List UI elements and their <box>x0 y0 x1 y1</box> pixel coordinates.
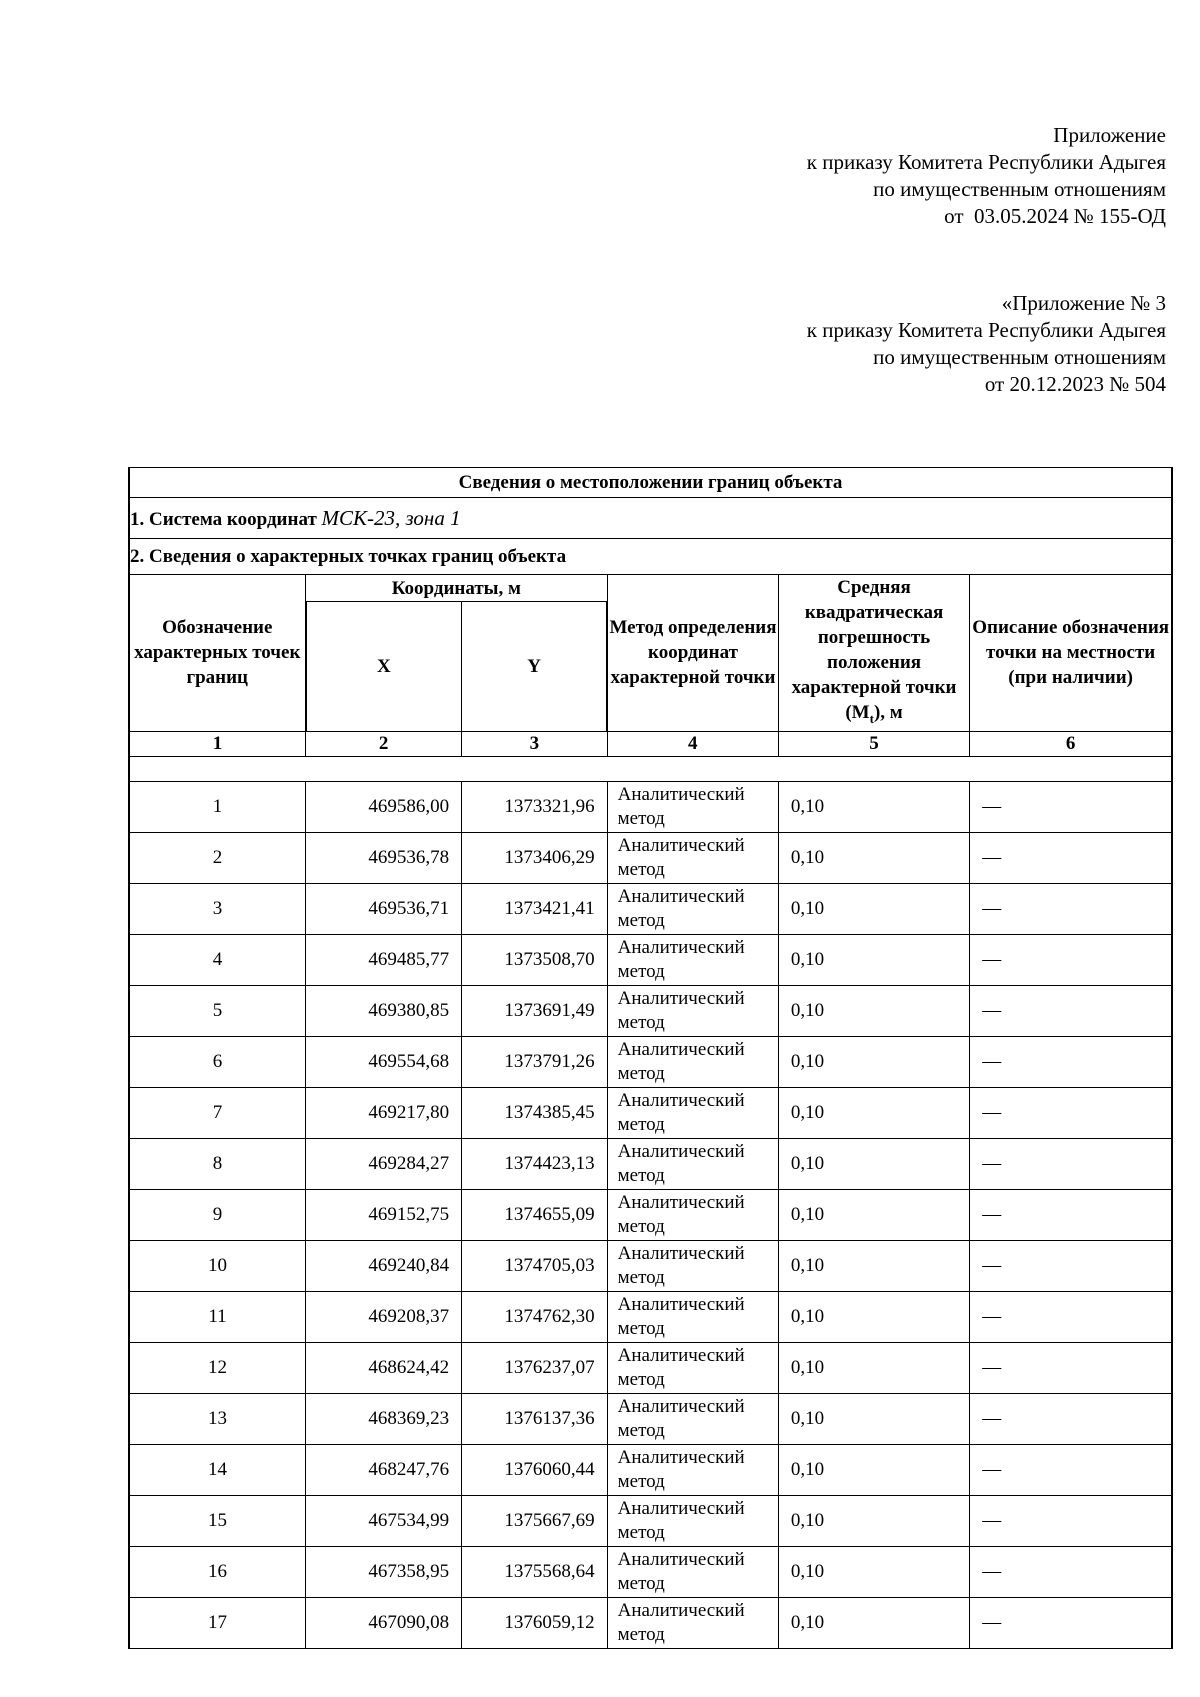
point-number: 1 <box>129 781 306 832</box>
coordinate-system-value: МСК-23, зона 1 <box>321 505 461 530</box>
method-line-2: метод <box>617 1317 665 1339</box>
method-line-1: Аналитический <box>617 1395 745 1417</box>
description: — <box>970 883 1172 934</box>
description: — <box>970 1240 1172 1291</box>
error-value: 0,10 <box>778 934 969 985</box>
coord-x: 469554,68 <box>306 1036 462 1087</box>
method-line-1: Аналитический <box>617 1344 745 1366</box>
table-row <box>129 1087 1172 1138</box>
method-line-1: Аналитический <box>617 1038 745 1060</box>
error-value: 0,10 <box>778 1240 969 1291</box>
table-row <box>129 1138 1172 1189</box>
coord-x: 469536,78 <box>306 832 462 883</box>
coord-x: 468369,23 <box>306 1393 462 1444</box>
method <box>607 1189 778 1240</box>
method-line-1: Аналитический <box>617 1548 745 1570</box>
method-line-2: метод <box>617 1572 665 1594</box>
coord-x: 469240,84 <box>306 1240 462 1291</box>
coord-x: 469208,37 <box>306 1291 462 1342</box>
description: — <box>970 1087 1172 1138</box>
table-row <box>129 1342 1172 1393</box>
header-line: от 20.12.2023 № 504 <box>984 372 1166 396</box>
description: — <box>970 1138 1172 1189</box>
coord-y: 1373321,96 <box>462 781 607 832</box>
coord-x: 469586,00 <box>306 781 462 832</box>
error-value: 0,10 <box>778 832 969 883</box>
method-line-2: метод <box>617 1368 665 1390</box>
method-line-1: Аналитический <box>617 1497 745 1519</box>
error-value: 0,10 <box>778 1087 969 1138</box>
point-number: 3 <box>129 883 306 934</box>
coord-y: 1376060,44 <box>462 1444 607 1495</box>
description: — <box>970 1291 1172 1342</box>
method-line-2: метод <box>617 1062 665 1084</box>
point-number: 15 <box>129 1495 306 1546</box>
method <box>607 934 778 985</box>
method-line-1: Аналитический <box>617 783 745 805</box>
coord-x: 467358,95 <box>306 1546 462 1597</box>
error-value: 0,10 <box>778 1495 969 1546</box>
col-y-header: Y <box>462 602 607 731</box>
method-line-1: Аналитический <box>617 834 745 856</box>
description: — <box>970 1546 1172 1597</box>
header-line: к приказу Комитета Республики Адыгея <box>806 150 1166 174</box>
method-line-1: Аналитический <box>617 1293 745 1315</box>
description: — <box>970 1597 1172 1648</box>
point-number: 11 <box>129 1291 306 1342</box>
coord-y: 1374655,09 <box>462 1189 607 1240</box>
table-row <box>129 883 1172 934</box>
description: — <box>970 1342 1172 1393</box>
coord-x: 469485,77 <box>306 934 462 985</box>
header-line: к приказу Комитета Республики Адыгея <box>806 318 1166 342</box>
table-row <box>129 1597 1172 1648</box>
error-value: 0,10 <box>778 1036 969 1087</box>
col-designation-header: Обозначение характерных точек границ <box>129 575 306 732</box>
method <box>607 781 778 832</box>
table-row <box>129 1189 1172 1240</box>
description: — <box>970 1189 1172 1240</box>
appendix-header <box>807 122 1166 230</box>
error-value: 0,10 <box>778 1393 969 1444</box>
description: — <box>970 985 1172 1036</box>
error-value: 0,10 <box>778 1291 969 1342</box>
method <box>607 1087 778 1138</box>
point-number: 16 <box>129 1546 306 1597</box>
col-description-header: Описание обозначения точки на местности (при наличии) <box>970 575 1172 732</box>
error-value: 0,10 <box>778 1597 969 1648</box>
method-line-1: Аналитический <box>617 1446 745 1468</box>
point-number: 13 <box>129 1393 306 1444</box>
method-line-1: Аналитический <box>617 1599 745 1621</box>
method-line-2: метод <box>617 1164 665 1186</box>
point-number: 8 <box>129 1138 306 1189</box>
table-row <box>129 1240 1172 1291</box>
method-line-2: метод <box>617 1623 665 1645</box>
method-line-2: метод <box>617 1215 665 1237</box>
coord-y: 1375568,64 <box>462 1546 607 1597</box>
method <box>607 832 778 883</box>
method-line-2: метод <box>617 1113 665 1135</box>
table-row <box>129 985 1172 1036</box>
coord-y: 1374423,13 <box>462 1138 607 1189</box>
coord-y: 1374705,03 <box>462 1240 607 1291</box>
method <box>607 1138 778 1189</box>
error-value: 0,10 <box>778 1444 969 1495</box>
method-line-2: метод <box>617 1521 665 1543</box>
coord-y: 1373406,29 <box>462 832 607 883</box>
method-line-2: метод <box>617 909 665 931</box>
point-number: 14 <box>129 1444 306 1495</box>
col-number: 4 <box>607 731 778 756</box>
header-line: «Приложение № 3 <box>1001 291 1166 315</box>
method-line-1: Аналитический <box>617 1140 745 1162</box>
point-number: 10 <box>129 1240 306 1291</box>
coord-x: 468624,42 <box>306 1342 462 1393</box>
header-line: по имущественным отношениям <box>873 345 1166 369</box>
method-line-2: метод <box>617 1419 665 1441</box>
point-number: 4 <box>129 934 306 985</box>
method-line-2: метод <box>617 960 665 982</box>
col-coords-header: Координаты, м <box>306 575 608 602</box>
description: — <box>970 1036 1172 1087</box>
coord-y: 1374762,30 <box>462 1291 607 1342</box>
method-line-2: метод <box>617 807 665 829</box>
coordinate-system <box>129 498 1172 539</box>
method <box>607 883 778 934</box>
method <box>607 1291 778 1342</box>
spacer-row <box>129 756 1172 781</box>
method-line-2: метод <box>617 1470 665 1492</box>
col-number: 5 <box>778 731 969 756</box>
spacer-cell <box>129 756 1172 781</box>
coord-y: 1376137,36 <box>462 1393 607 1444</box>
error-value: 0,10 <box>778 1138 969 1189</box>
point-number: 9 <box>129 1189 306 1240</box>
error-value: 0,10 <box>778 1342 969 1393</box>
coord-y: 1373508,70 <box>462 934 607 985</box>
col-number: 1 <box>129 731 306 756</box>
col-number: 3 <box>462 731 607 756</box>
method <box>607 1546 778 1597</box>
method <box>607 1444 778 1495</box>
coord-x: 469284,27 <box>306 1138 462 1189</box>
method <box>607 1495 778 1546</box>
description: — <box>970 1444 1172 1495</box>
point-number: 17 <box>129 1597 306 1648</box>
method-line-1: Аналитический <box>617 1089 745 1111</box>
error-value: 0,10 <box>778 883 969 934</box>
method <box>607 1597 778 1648</box>
coord-y: 1376059,12 <box>462 1597 607 1648</box>
method-line-1: Аналитический <box>617 885 745 907</box>
point-number: 5 <box>129 985 306 1036</box>
col-x-header: X <box>306 602 462 731</box>
header-line: по имущественным отношениям <box>873 177 1166 201</box>
point-number: 6 <box>129 1036 306 1087</box>
coord-x: 468247,76 <box>306 1444 462 1495</box>
header-line: Приложение <box>1053 123 1166 147</box>
description: — <box>970 1495 1172 1546</box>
coord-x: 467534,99 <box>306 1495 462 1546</box>
method <box>607 1342 778 1393</box>
boundary-points-table <box>128 467 1173 1649</box>
coordinate-system-label: 1. Система координат <box>130 508 317 530</box>
method-line-1: Аналитический <box>617 987 745 1009</box>
col-number: 6 <box>970 731 1172 756</box>
description: — <box>970 1393 1172 1444</box>
error-value: 0,10 <box>778 1189 969 1240</box>
coord-y: 1375667,69 <box>462 1495 607 1546</box>
method-line-1: Аналитический <box>617 1242 745 1264</box>
appendix-3-header <box>807 290 1166 398</box>
description: — <box>970 781 1172 832</box>
coord-y: 1373421,41 <box>462 883 607 934</box>
table-row <box>129 1393 1172 1444</box>
method-line-2: метод <box>617 1011 665 1033</box>
error-value: 0,10 <box>778 985 969 1036</box>
coord-x: 467090,08 <box>306 1597 462 1648</box>
table-row <box>129 1036 1172 1087</box>
table-row <box>129 832 1172 883</box>
point-number: 2 <box>129 832 306 883</box>
coord-y: 1376237,07 <box>462 1342 607 1393</box>
coord-x: 469152,75 <box>306 1189 462 1240</box>
table-row <box>129 1444 1172 1495</box>
method <box>607 1240 778 1291</box>
coord-y: 1374385,45 <box>462 1087 607 1138</box>
coord-x: 469380,85 <box>306 985 462 1036</box>
error-value: 0,10 <box>778 1546 969 1597</box>
description: — <box>970 934 1172 985</box>
coord-y: 1373791,26 <box>462 1036 607 1087</box>
col-method-header: Метод определения координат характерной точки <box>607 575 778 732</box>
method-line-2: метод <box>617 858 665 880</box>
method-line-1: Аналитический <box>617 1191 745 1213</box>
error-value: 0,10 <box>778 781 969 832</box>
col-error-header: Средняя квадратическая погрешность положения характерной точки $(M_t)$, м <box>778 575 969 732</box>
table-row <box>129 934 1172 985</box>
method-line-1: Аналитический <box>617 936 745 958</box>
table-row <box>129 1291 1172 1342</box>
method-line-2: метод <box>617 1266 665 1288</box>
method <box>607 1036 778 1087</box>
coord-x: 469217,80 <box>306 1087 462 1138</box>
table-row <box>129 781 1172 832</box>
header-line: от 03.05.2024 № 155-ОД <box>944 204 1166 228</box>
table-row <box>129 1495 1172 1546</box>
point-number: 7 <box>129 1087 306 1138</box>
table-row <box>129 1546 1172 1597</box>
method <box>607 1393 778 1444</box>
table-title: Сведения о местоположении границ объекта <box>129 468 1172 498</box>
point-number: 12 <box>129 1342 306 1393</box>
coord-y: 1373691,49 <box>462 985 607 1036</box>
method <box>607 985 778 1036</box>
description: — <box>970 832 1172 883</box>
col-number: 2 <box>306 731 462 756</box>
points-section-title: 2. Сведения о характерных точках границ объекта <box>129 539 1172 575</box>
coord-x: 469536,71 <box>306 883 462 934</box>
